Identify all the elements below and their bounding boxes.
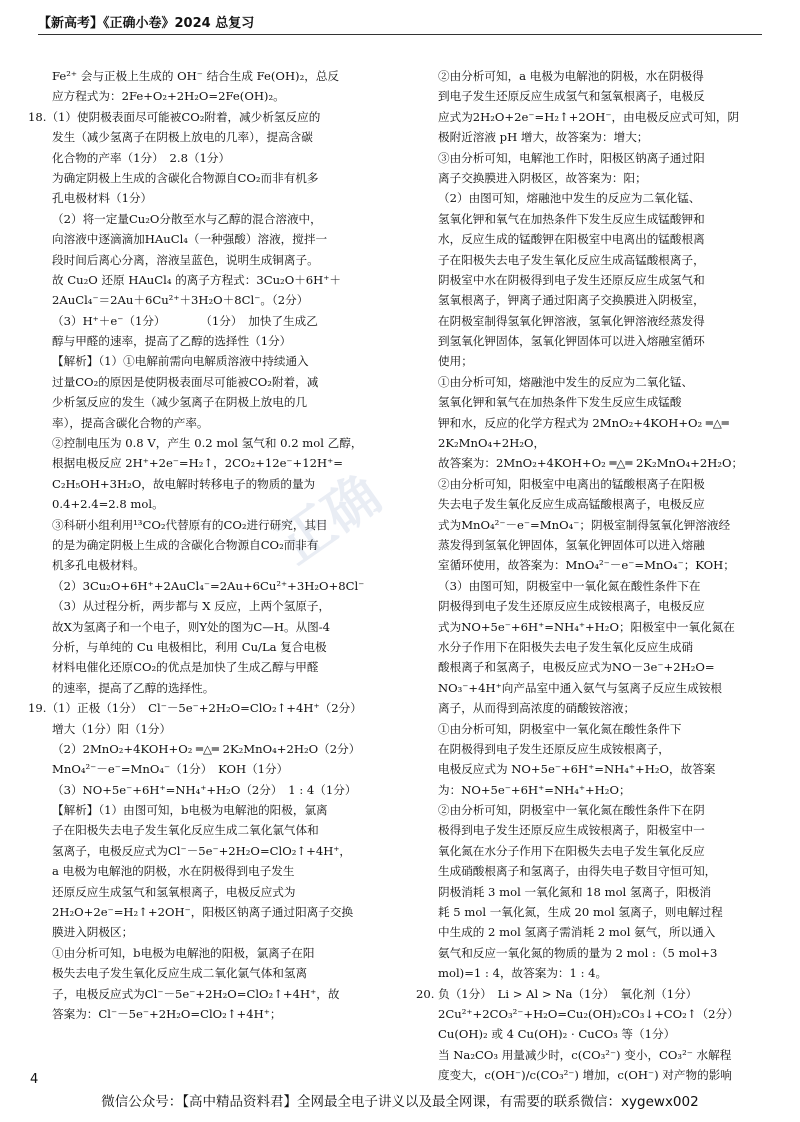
text-line: 20. 负（1分） Li > Al > Na（1分） 氧化剂（1分） [416,986,698,1001]
text-line: 室循环使用，故答案为：MnO₄²⁻－e⁻=MnO₄⁻；KOH； [438,558,735,573]
text-line: 答案为：Cl⁻－5e⁻+2H₂O=ClO₂↑+4H⁺； [52,1006,282,1021]
text-line: 式为NO+5e⁻+6H⁺=NH₄⁺+H₂O；阳极室中一氧化氮在 [438,619,735,634]
text-line: 率），提高含碳化合物的产率。 [52,415,209,430]
text-line: 18.（1）使阴极表面尽可能被CO₂附着，减少析氢反应的 [28,109,321,124]
text-line: 子在阳极失去电子发生氧化反应生成高锰酸根离子， [438,252,705,267]
text-line: 化合物的产率（1分） 2.8（1分） [52,150,231,165]
text-line: 耗 5 mol 一氧化氮，生成 20 mol 氢离子，则电解过程 [438,905,723,920]
text-line: 为确定阴极上生成的含碳化合物源自CO₂而非有机多 [52,170,319,185]
text-line: 应方程式为：2Fe+O₂+2H₂O=2Fe(OH)₂。 [52,89,285,104]
text-line: 酸根离子和氢离子，电极反应式为NO－3e⁻+2H₂O= [438,660,715,675]
text-line: ①由分析可知，熔融池中发生的反应为二氧化锰、 [438,374,694,389]
text-line: 水，反应生成的锰酸钾在阳极室中电离出的锰酸根离 [438,232,705,247]
text-line: 离子交换膜进入阴极区，故答案为：阳； [438,170,647,185]
text-line: 故 Cu₂O 还原 HAuCl₄ 的离子方程式：3Cu₂O＋6H⁺＋ [52,272,342,287]
text-line: 2H₂O+2e⁻=H₂↑+2OH⁻，阳极区钠离子通过阳离子交换 [52,905,354,920]
text-line: 钾和水，反应的化学方程式为 2MnO₂+4KOH+O₂ ═△═ [438,415,729,430]
text-line: 向溶液中逐滴滴加HAuCl₄（一种强酸）溶液，搅拌一 [52,232,328,247]
text-line: 蒸发得到氢氧化钾固体，氢氧化钾固体可以进入熔融 [438,537,705,552]
text-line: 机多孔电极材料。 [52,558,145,573]
text-line: mol)=1 : 4，故答案为：1 : 4。 [438,966,608,981]
text-line: 电极反应式为 NO+5e⁻+6H⁺=NH₄⁺+H₂O，故答案 [438,762,716,777]
text-line: ①由分析可知，阴极室中一氧化氮在酸性条件下 [438,721,682,736]
text-line: （3）H⁺＋e⁻（1分） （1分） 加快了生成乙 [52,313,318,328]
header-divider [38,34,762,35]
text-line: 在阴极室制得氢氧化钾溶液，氢氧化钾溶液经蒸发得 [438,313,705,328]
page-header: 【新高考】《正确小卷》2024 总复习 [38,16,255,31]
footer-note: 微信公众号：【高中精品资料君】全网最全电子讲义以及最全网课，有需要的联系微信：xygewx002 [101,1094,699,1110]
text-line: 氢离子，电极反应式为Cl⁻－5e⁻+2H₂O=ClO₂↑+4H⁺， [52,843,352,858]
text-line: 2AuCl₄⁻＝2Au＋6Cu²⁺＋3H₂O＋8Cl⁻。（2分） [52,293,309,308]
text-line: ①由分析可知，b电极为电解池的阳极，氯离子在阳 [52,945,315,960]
text-line: 氧化氮在水分子作用下在阳极失去电子发生氧化反应 [438,843,705,858]
text-line: 阴极消耗 3 mol 一氧化氮和 18 mol 氢离子，阳极消 [438,884,712,899]
text-line: 极得到电子发生还原反应生成铵根离子，阳极室中一 [438,823,705,838]
text-line: 式为MnO₄²⁻－e⁻=MnO₄⁻；阴极室制得氢氧化钾溶液经 [438,517,731,532]
text-line: 故X为氢离子和一个电子，则Y处的图为C—H。从图-4 [52,619,331,634]
text-line: 极失去电子发生氧化反应生成二氧化氯气体和氢离 [52,966,308,981]
text-line: Fe²⁺ 会与正极上生成的 OH⁻ 结合生成 Fe(OH)₂，总反 [52,69,340,83]
text-line: ③科研小组利用¹³CO₂代替原有的CO₂进行研究，其目 [52,517,328,532]
text-line: 子，电极反应式为Cl⁻－5e⁻+2H₂O=ClO₂↑+4H⁺，故 [52,986,340,1001]
text-line: 度变大，c(OH⁻)/c(CO₃²⁻) 增加，c(OH⁻) 对产物的影响 [438,1068,732,1083]
text-line: ②由分析可知，阴极室中一氧化氮在酸性条件下在阴 [438,803,705,818]
text-line: 氢氧化钾和氧气在加热条件下发生反应生成锰酸钾和 [438,211,705,226]
text-line: 孔电极材料（1分） [52,191,153,206]
text-line: （2）2MnO₂+4KOH+O₂ ═△═ 2K₂MnO₄+2H₂O（2分） [52,741,361,756]
text-line: 极附近溶液 pH 增大，故答案为：增大； [438,130,649,145]
text-line: 【解析】（1）由图可知，b电极为电解池的阳极，氯离 [52,803,328,818]
text-line: （3）NO+5e⁻+6H⁺=NH₄⁺+H₂O（2分） 1 : 4（1分） [52,782,357,797]
page-number: 4 [30,1072,39,1087]
text-line: 还原反应生成氢气和氢氧根离子，电极反应式为 [52,884,296,899]
text-line: （2）将一定量Cu₂O分散至水与乙醇的混合溶液中， [52,211,322,226]
text-line: ③由分析可知，电解池工作时，阳极区钠离子通过阳 [438,150,705,165]
watermark: 正确 [267,462,392,577]
text-line: 生成硝酸根离子和氢离子，由得失电子数目守恒可知， [438,864,717,879]
text-line: 发生（减少氢离子在阴极上放电的几率），提高含碳 [52,130,313,145]
text-line: （2）由图可知，熔融池中发生的反应为二氧化锰、 [438,191,701,206]
text-line: 段时间后离心分离，溶液呈蓝色，说明生成铜离子。 [52,252,319,267]
text-line: 【解析】（1）①电解前需向电解质溶液中持续通入 [52,354,309,369]
text-line: 失去电子发生氧化反应生成高锰酸根离子，电极反应 [438,497,705,512]
text-line: 氨气和反应一氧化氮的物质的量为 2 mol :（5 mol+3 [438,945,718,960]
text-line: NO₃⁻+4H⁺向产品室中通入氨气与氢离子反应生成铵根 [438,680,723,695]
text-line: 子在阳极失去电子发生氧化反应生成二氧化氯气体和 [52,823,319,838]
text-line: 根据电极反应 2H⁺+2e⁻=H₂↑，2CO₂+12e⁻+12H⁺= [52,456,343,471]
text-line: 0.4+2.4=2.8 mol。 [52,497,164,512]
text-line: 水分子作用下在阳极失去电子发生氧化反应生成硝 [438,639,694,654]
text-line: 当 Na₂CO₃ 用量减少时，c(CO₃²⁻) 变小，CO₃²⁻ 水解程 [438,1047,732,1062]
text-line: 阴极室中水在阴极得到电子发生还原反应生成氢气和 [438,272,705,287]
text-line: （3）从过程分析，两步都与 X 反应，上两个氢原子， [52,599,331,614]
right-column [416,66,784,1083]
text-line: 少析氢反应的发生（减少氢离子在阴极上放电的几 [52,395,308,410]
text-line: 醇与甲醛的速率，提高了乙醇的选择性（1分） [52,334,292,349]
text-line: MnO₄²⁻－e⁻=MnO₄⁻（1分） KOH（1分） [52,762,289,777]
text-line: 应式为2H₂O+2e⁻=H₂↑+2OH⁻，由电极反应式可知，阴 [438,109,740,124]
text-line: （3）由图可知，阴极室中一氧化氮在酸性条件下在 [438,578,701,593]
text-line: 故答案为：2MnO₂+4KOH+O₂ ═△═ 2K₂MnO₄+2H₂O； [438,456,744,471]
text-line: ②控制电压为 0.8 V，产生 0.2 mol 氢气和 0.2 mol 乙醇， [52,436,363,451]
text-line: 离子，从而得到高浓度的硝酸铵溶液； [438,701,636,716]
text-line: 使用； [438,354,473,369]
text-line: 2K₂MnO₄+2H₂O， [438,436,546,451]
text-line: 阴极得到电子发生还原反应生成铵根离子，电极反应 [438,599,705,614]
text-line: ②由分析可知，阳极室中电离出的锰酸根离子在阳极 [438,476,705,491]
text-line: 氢氧化钾和氧气在加热条件下发生反应生成锰酸 [438,395,682,410]
text-line: 中生成的 2 mol 氢离子需消耗 2 mol 氨气，所以通入 [438,925,716,940]
text-line: 材料电催化还原CO₂的优点是加快了生成乙醇与甲醛 [52,660,319,675]
text-line: 的速率，提高了乙醇的选择性。 [52,680,215,695]
text-line: 过量CO₂的原因是使阴极表面尽可能被CO₂附着，减 [52,374,319,389]
text-line: （2）3Cu₂O+6H⁺+2AuCl₄⁻=2Au+6Cu²⁺+3H₂O+8Cl⁻ [52,578,365,593]
text-line: 在阴极得到电子发生还原反应生成铵根离子， [438,741,670,756]
text-line: 到电子发生还原反应生成氢气和氢氧根离子，电极反 [438,89,705,104]
text-line: 的是为确定阴极上生成的含碳化合物源自CO₂而非有 [52,537,319,552]
text-line: a 电极为电解池的阴极，水在阴极得到电子发生 [52,864,295,879]
text-line: 19.（1）正极（1分） Cl⁻－5e⁻+2H₂O=ClO₂↑+4H⁺（2分） [28,701,362,716]
text-line: 到氢氧化钾固体，氢氧化钾固体可以进入熔融室循环 [438,334,705,349]
text-line: 增大（1分）阳（1分） [52,721,172,736]
text-line: 氢氧根离子，钾离子通过阳离子交换膜进入阴极室， [438,293,705,308]
text-line: 2Cu²⁺+2CO₃²⁻+H₂O=Cu₂(OH)₂CO₃↓+CO₂↑（2分） [438,1006,739,1021]
left-column [28,66,404,1071]
text-line: Cu(OH)₂ 或 4 Cu(OH)₂ · CuCO₃ 等（1分） [438,1027,676,1042]
text-line: C₂H₅OH+3H₂O，故电解时转移电子的物质的量为 [52,476,316,491]
text-line: 为：NO+5e⁻+6H⁺=NH₄⁺+H₂O； [438,782,631,797]
text-line: 膜进入阴极区； [52,925,134,940]
text-line: 分析，与单纯的 Cu 电极相比，利用 Cu/La 复合电极 [52,639,327,654]
text-line: ②由分析可知，a 电极为电解池的阴极，水在阴极得 [438,69,704,83]
